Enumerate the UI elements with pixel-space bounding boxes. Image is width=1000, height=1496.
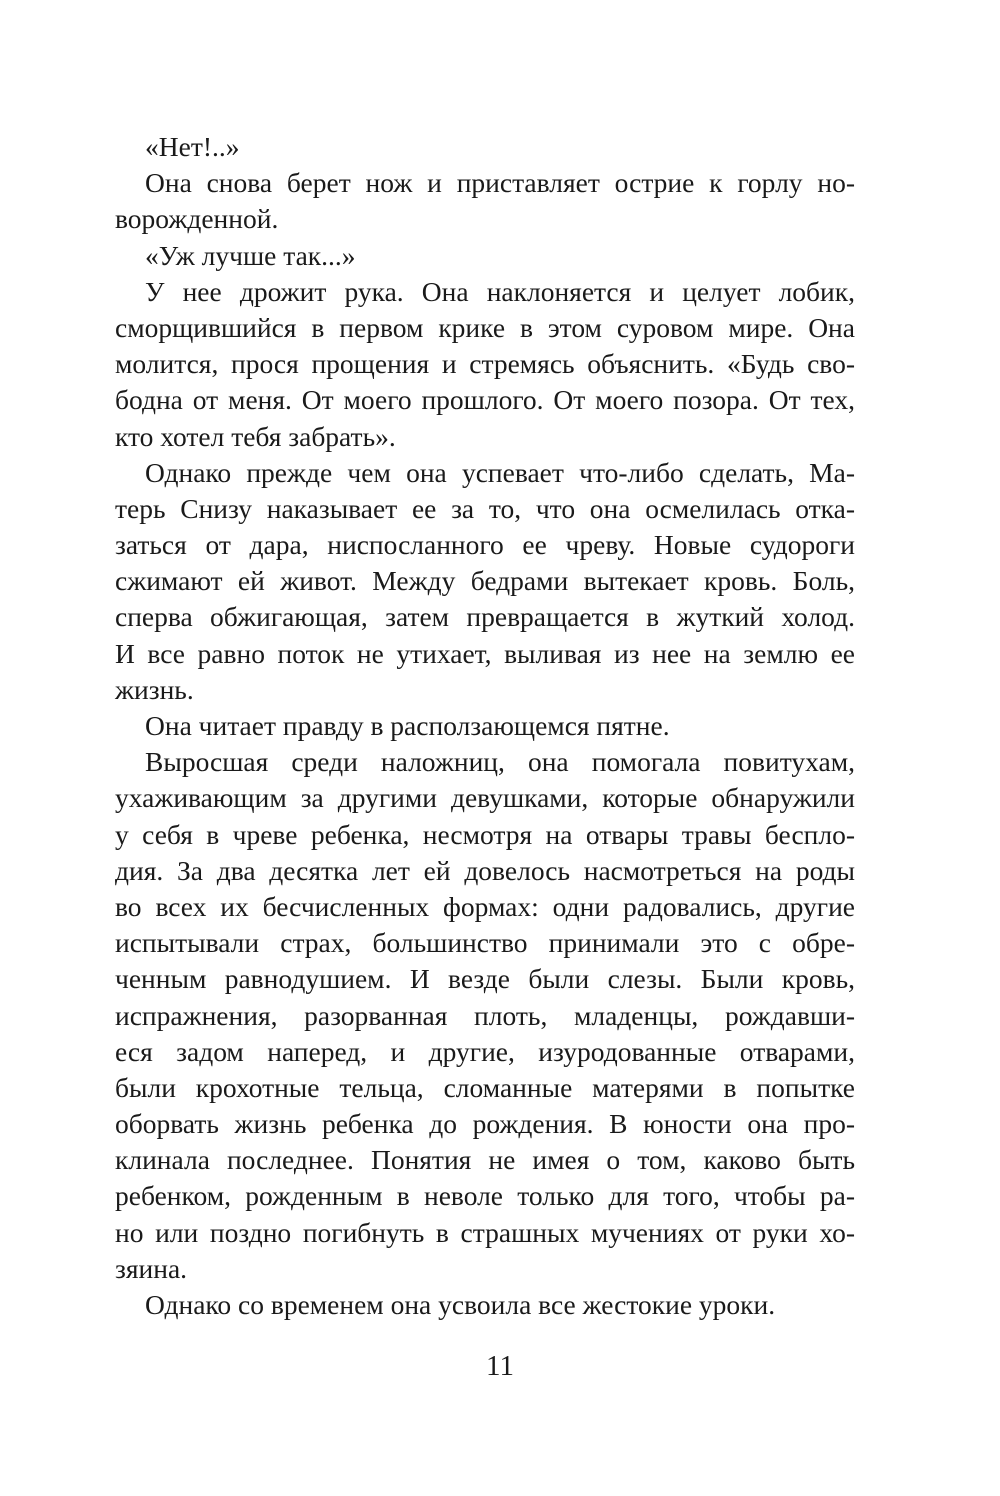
text-line: бодна от меня. От моего прошлого. От моего позора. От тех,	[115, 384, 855, 416]
text-line: сморщившийся в первом крике в этом суровом мире. Она	[115, 311, 855, 343]
text-line: испражнения, разорванная плоть, младенцы, рождавши-	[115, 999, 855, 1031]
text-line: зяина.	[115, 1252, 188, 1284]
text-line: Она читает правду в расползающемся пятне.	[145, 710, 670, 741]
text-line: Выросшая среди наложниц, она помогала повитухам,	[145, 746, 855, 778]
text-line: ребенком, рожденным в неволе только для того, чтобы ра-	[115, 1180, 855, 1212]
body-text	[115, 129, 855, 1323]
text-line: сперва обжигающая, затем превращается в жуткий холод.	[115, 601, 855, 633]
text-line: «Уж лучше так...»	[145, 239, 356, 271]
text-line: кто хотел тебя забрать».	[115, 420, 396, 452]
text-line: «Нет!..»	[145, 131, 240, 162]
text-line: ченным равнодушием. И везде были слезы. Были кровь,	[115, 963, 855, 995]
text-line: У нее дрожит рука. Она наклоняется и целует лобик,	[145, 275, 855, 307]
text-line: молится, прося прощения и стремясь объяснить. «Будь сво-	[115, 348, 855, 380]
text-line: испытывали страх, большинство принимали это с обре-	[115, 927, 855, 959]
text-line: Она снова берет нож и приставляет острие к горлу но-	[145, 167, 855, 199]
text-line: Однако прежде чем она успевает что-либо сделать, Ма-	[145, 456, 855, 488]
text-line: ухаживающим за другими девушками, которые обнаружили	[115, 782, 855, 814]
text-line: ворожденной.	[115, 203, 279, 235]
text-line: Однако со временем она усвоила все жестокие уроки.	[145, 1289, 776, 1320]
text-line: дия. За два десятка лет ей довелось насмотреться на роды	[115, 854, 855, 886]
text-line: сжимают ей живот. Между бедрами вытекает кровь. Боль,	[115, 565, 855, 597]
text-line: оборвать жизнь ребенка до рождения. В юности она про-	[115, 1108, 855, 1140]
text-line: клинала последнее. Понятия не имея о том, каково быть	[115, 1144, 855, 1176]
text-line: жизнь.	[115, 673, 194, 705]
text-line: у себя в чреве ребенка, несмотря на отвары травы бесплo-	[115, 818, 855, 850]
text-line: заться от дара, ниспосланного ее чреву. Новые судороги	[115, 529, 855, 561]
text-line: терь Снизу наказывает ее за то, что она осмелилась отка-	[115, 492, 855, 524]
text-line: во всех их бесчисленных формах: одни радовались, другие	[115, 890, 855, 922]
page-number: 11	[486, 1350, 514, 1382]
text-line: еся задом наперед, и другие, изуродованные отварами,	[115, 1035, 855, 1067]
text-line: И все равно поток не утихает, выливая из нее на землю ее	[115, 637, 855, 669]
text-line: но или поздно погибнуть в страшных мучениях от руки хо-	[115, 1216, 855, 1248]
text-line: были крохотные тельца, сломанные матерями в попытке	[115, 1071, 855, 1103]
